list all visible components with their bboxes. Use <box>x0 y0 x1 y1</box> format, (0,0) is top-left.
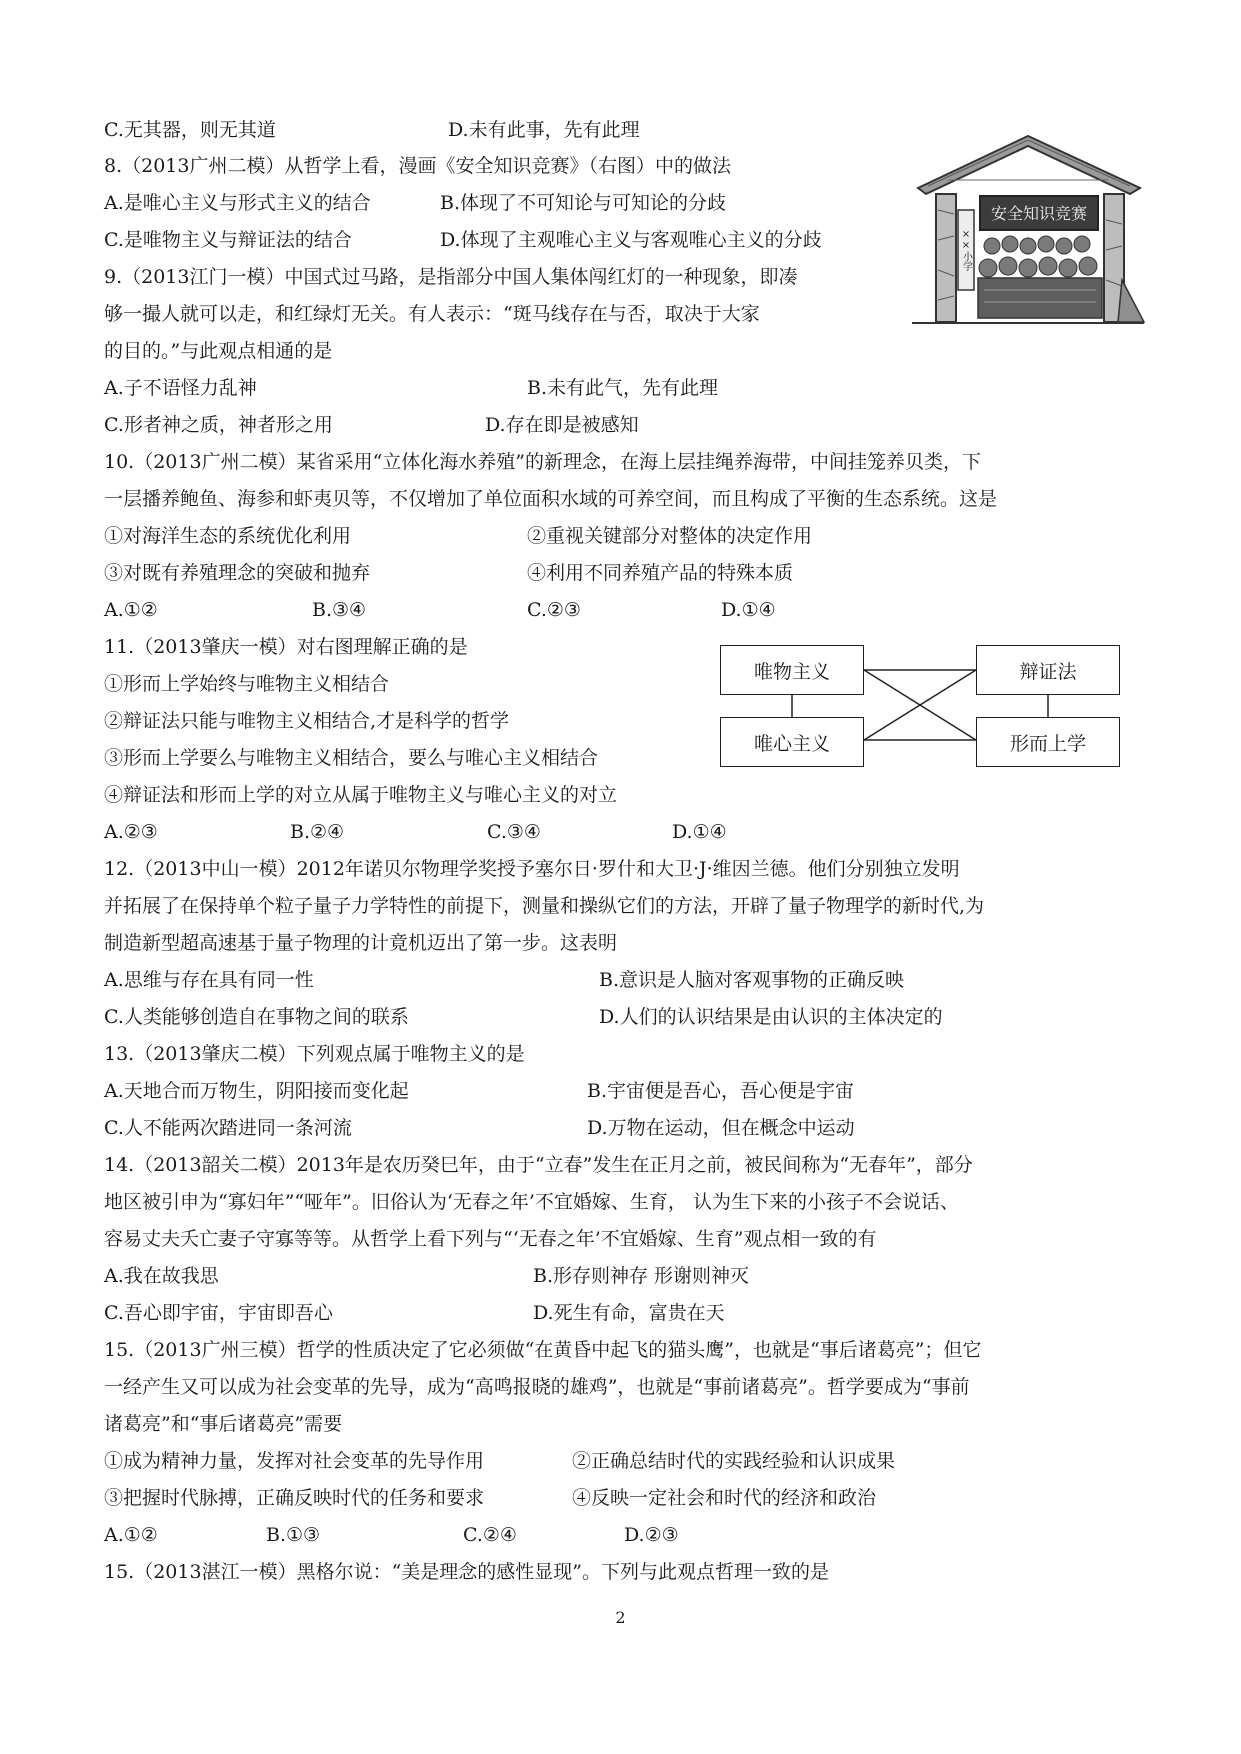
q14-option-b: B.形存则神存 形谢则神灭 <box>533 1265 750 1287</box>
q13-stem: 13.（2013肇庆二模）下列观点属于唯物主义的是 <box>104 1043 525 1065</box>
q15-stem-line-3: 诸葛亮”和“事后诸葛亮”需要 <box>104 1413 343 1435</box>
q9-stem-line-2: 够一撮人就可以走，和红绿灯无关。有人表示：“斑马线存在与否，取决于大家 <box>104 303 760 325</box>
q10-item-1: ①对海洋生态的系统优化利用 <box>104 525 352 547</box>
q15-stem-line-2: 一经产生又可以成为社会变革的先导，成为“高鸣报晓的雄鸡”，也就是“事前诸葛亮”。哲学要成为“事前 <box>104 1376 970 1398</box>
q8-option-a: A.是唯心主义与形式主义的结合 <box>104 192 371 214</box>
q11-stem: 11.（2013肇庆一模）对右图理解正确的是 <box>104 636 468 658</box>
cartoon-sign-text: 安全知识竞赛 <box>990 204 1088 223</box>
q15-item-1: ①成为精神力量，发挥对社会变革的先导作用 <box>104 1450 485 1472</box>
q15-option-b: B.①③ <box>266 1524 321 1546</box>
q9-option-c: C.形者神之质，神者形之用 <box>104 414 333 436</box>
q7-option-c: C.无其器，则无其道 <box>104 119 276 141</box>
box-metaphysics: 形而上学 <box>976 717 1120 767</box>
q10-stem-line-1: 10.（2013广州二模）某省采用“立体化海水养殖”的新理念，在海上层挂绳养海带，中间挂笼养贝类，下 <box>104 451 981 473</box>
q10-item-4: ④利用不同养殖产品的特殊本质 <box>527 562 794 584</box>
q8-stem: 8.（2013广州二模）从哲学上看，漫画《安全知识竞赛》（右图）中的做法 <box>104 155 731 177</box>
q8-option-c: C.是唯物主义与辩证法的结合 <box>104 229 352 251</box>
q14-stem-line-2: 地区被引申为“寡妇年”“哑年”。旧俗认为‘无春之年’不宜婚嫁、生育， 认为生下来的小孩子不会说话、 <box>104 1191 959 1213</box>
philosophy-relation-diagram <box>720 645 1120 770</box>
q15-option-a: A.①② <box>104 1524 158 1546</box>
q14-stem-line-1: 14.（2013韶关二模）2013年是农历癸巳年，由于“立春”发生在正月之前，被民间称为“无春年”，部分 <box>104 1154 973 1176</box>
q8-option-b: B.体现了不可知论与可知论的分歧 <box>440 192 727 214</box>
q11-item-4: ④辩证法和形而上学的对立从属于唯物主义与唯心主义的对立 <box>104 784 618 806</box>
q14-stem-line-3: 容易丈夫夭亡妻子守寡等等。从哲学上看下列与“‘无春之年’不宜婚嫁、生育”观点相一致的有 <box>104 1228 877 1250</box>
q15b-stem: 15.（2013湛江一模）黑格尔说：“美是理念的感性显现”。下列与此观点哲理一致的是 <box>104 1561 829 1583</box>
q12-option-c: C.人类能够创造自在事物之间的联系 <box>104 1006 409 1028</box>
box-materialism: 唯物主义 <box>720 645 864 695</box>
page-number: 2 <box>615 1608 626 1627</box>
q15-option-c: C.②④ <box>463 1524 517 1546</box>
q10-option-c: C.②③ <box>527 599 581 621</box>
q13-option-d: D.万物在运动，但在概念中运动 <box>587 1117 855 1139</box>
q9-option-a: A.子不语怪力乱神 <box>104 377 257 399</box>
q11-item-2: ②辩证法只能与唯物主义相结合,才是科学的哲学 <box>104 710 510 732</box>
q8-option-d: D.体现了主观唯心主义与客观唯心主义的分歧 <box>440 229 822 251</box>
q12-option-d: D.人们的认识结果是由认识的主体决定的 <box>599 1006 943 1028</box>
q10-option-a: A.①② <box>104 599 158 621</box>
q12-stem-line-3: 制造新型超高速基于量子物理的计竟机迈出了第一步。这表明 <box>104 932 618 954</box>
safety-quiz-cartoon <box>908 130 1148 330</box>
q11-option-a: A.②③ <box>104 821 158 843</box>
q10-option-b: B.③④ <box>312 599 367 621</box>
q11-option-d: D.①④ <box>672 821 727 843</box>
q12-stem-line-1: 12.（2013中山一模）2012年诺贝尔物理学奖授予塞尔日·罗什和大卫·J·维因兰德。他们分别独立发明 <box>104 858 960 880</box>
q14-option-c: C.吾心即宇宙，宇宙即吾心 <box>104 1302 333 1324</box>
q11-item-3: ③形而上学要么与唯物主义相结合，要么与唯心主义相结合 <box>104 747 599 769</box>
q13-option-a: A.天地合而万物生，阴阳接而变化起 <box>104 1080 409 1102</box>
q9-stem-line-3: 的目的。”与此观点相通的是 <box>104 340 333 362</box>
q10-option-d: D.①④ <box>721 599 776 621</box>
cartoon-side-text: ××小学 <box>960 229 972 271</box>
q10-item-2: ②重视关键部分对整体的决定作用 <box>527 525 813 547</box>
box-idealism: 唯心主义 <box>720 717 864 767</box>
q13-option-b: B.宇宙便是吾心，吾心便是宇宙 <box>587 1080 855 1102</box>
q12-option-a: A.思维与存在具有同一性 <box>104 969 314 991</box>
q11-item-1: ①形而上学始终与唯物主义相结合 <box>104 673 390 695</box>
q15-item-3: ③把握时代脉搏，正确反映时代的任务和要求 <box>104 1487 485 1509</box>
q9-stem-line-1: 9.（2013江门一模）中国式过马路，是指部分中国人集体闯红灯的一种现象，即凑 <box>104 266 798 288</box>
q15-option-d: D.②③ <box>624 1524 679 1546</box>
q14-option-a: A.我在故我思 <box>104 1265 219 1287</box>
box-dialectics: 辩证法 <box>976 645 1120 695</box>
q15-stem-line-1: 15.（2013广州三模）哲学的性质决定了它必须做“在黄昏中起飞的猫头鹰”，也就是“事后诸葛亮”；但它 <box>104 1339 982 1361</box>
q11-option-b: B.②④ <box>290 821 345 843</box>
q11-option-c: C.③④ <box>487 821 541 843</box>
q14-option-d: D.死生有命，富贵在天 <box>533 1302 725 1324</box>
q15-item-2: ②正确总结时代的实践经验和认识成果 <box>572 1450 896 1472</box>
q10-item-3: ③对既有养殖理念的突破和抛弃 <box>104 562 371 584</box>
q9-option-b: B.未有此气，先有此理 <box>527 377 719 399</box>
q12-stem-line-2: 并拓展了在保持单个粒子量子力学特性的前提下，测量和操纵它们的方法，开辟了量子物理学的新时代,为 <box>104 895 985 917</box>
q13-option-c: C.人不能两次踏进同一条河流 <box>104 1117 352 1139</box>
q15-item-4: ④反映一定社会和时代的经济和政治 <box>572 1487 877 1509</box>
q7-option-d: D.未有此事，先有此理 <box>448 119 640 141</box>
q9-option-d: D.存在即是被感知 <box>485 414 639 436</box>
q10-stem-line-2: 一层播养鲍鱼、海参和虾夷贝等，不仅增加了单位面积水域的可养空间，而且构成了平衡的生态系统。这是 <box>104 488 998 510</box>
q12-option-b: B.意识是人脑对客观事物的正确反映 <box>599 969 905 991</box>
